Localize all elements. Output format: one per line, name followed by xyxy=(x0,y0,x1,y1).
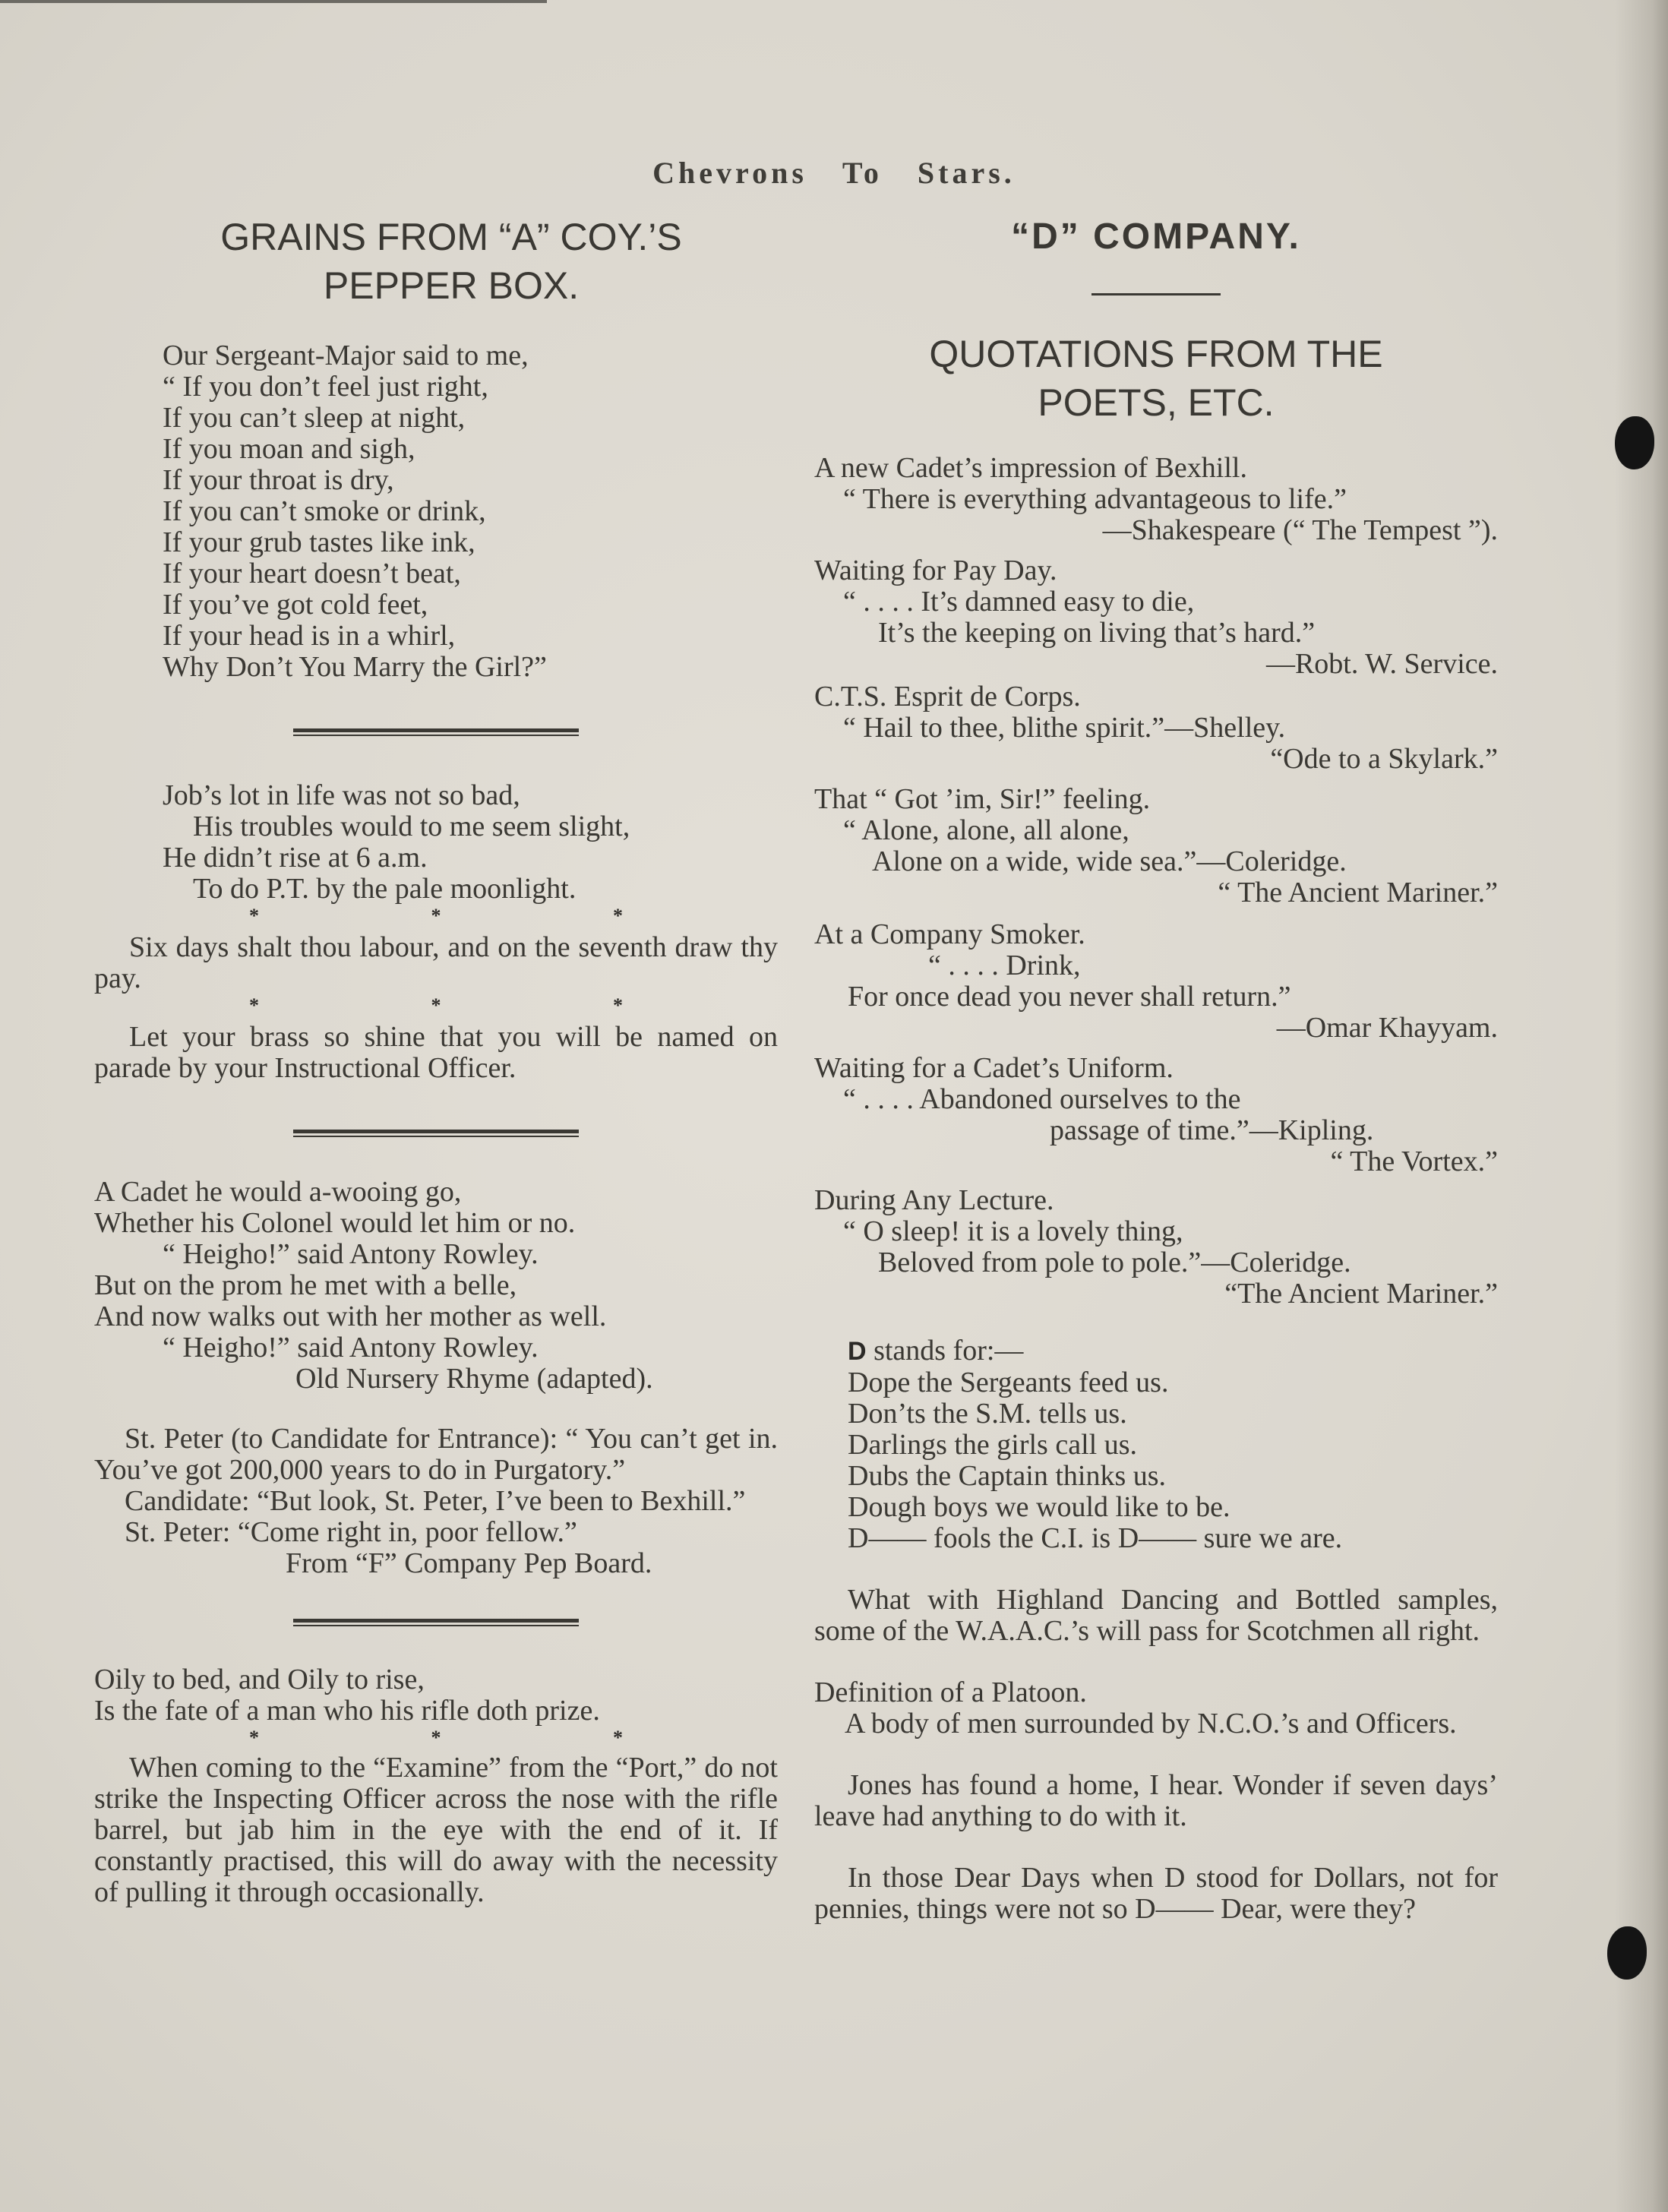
poem-line: “ If you don’t feel just right, xyxy=(163,371,488,403)
star-separator: * * * xyxy=(249,905,706,927)
quotations-heading xyxy=(814,330,1498,427)
sergeant-poem xyxy=(163,340,778,683)
quote-esprit xyxy=(814,681,1498,775)
quote-line: “ . . . . Abandoned ourselves to the xyxy=(843,1083,1241,1115)
oily-verse xyxy=(94,1664,778,1727)
platoon-text: A body of men surrounded by N.C.O.’s and Officers. xyxy=(845,1708,1457,1740)
poem-line: If your throat is dry, xyxy=(163,464,394,496)
candidate-text: Candidate: “But look, St. Peter, I’ve been to Bexhill.” xyxy=(125,1485,746,1517)
quote-line: “ Hail to thee, blithe spirit.”—Shelley. xyxy=(843,712,1286,744)
quote-line: “ . . . . It’s damned easy to die, xyxy=(843,586,1195,618)
right-column xyxy=(814,213,1498,1925)
verse-line: His troubles would to me seem slight, xyxy=(193,811,630,842)
dollars-text: In those Dear Days when D stood for Dollars, not for pennies, things were not so D—— Dear, were they? xyxy=(814,1862,1498,1925)
left-title xyxy=(125,213,778,310)
d-stands-for xyxy=(848,1335,1498,1554)
punch-hole xyxy=(1607,1926,1647,1980)
verse-line: “ Heigho!” said Antony Rowley. xyxy=(163,1238,539,1270)
quote-heading: A new Cadet’s impression of Bexhill. xyxy=(814,452,1247,484)
d-intro: stands for:— xyxy=(873,1335,1024,1367)
quote-line: “ There is everything advantageous to life.” xyxy=(843,483,1347,515)
company-heading: “D” COMPANY. xyxy=(1011,216,1301,257)
quote-line: For once dead you never shall return.” xyxy=(848,981,1291,1013)
quote-uniform xyxy=(814,1053,1498,1177)
page-edge-shadow xyxy=(1615,0,1668,2212)
quote-attribution: —Shakespeare (“ The Tempest ”). xyxy=(1102,514,1498,546)
verse-line: Whether his Colonel would let him or no. xyxy=(94,1207,576,1239)
poem-line: Our Sergeant-Major said to me, xyxy=(163,340,529,371)
d-list-item: Dope the Sergeants feed us. xyxy=(848,1367,1169,1398)
wooing-verse xyxy=(94,1177,778,1395)
running-head-word: To xyxy=(842,156,883,190)
verse-line: But on the prom he met with a belle, xyxy=(94,1269,517,1301)
examine-text: When coming to the “Examine” from the “Port,” do not strike the Inspecting Officer across the nose with the rifle barrel, but jab him in the eye with the end of it. If constantly practised, this will do away with the necessity of pulling it through occasionally. xyxy=(94,1752,778,1908)
quote-line: “ . . . . Drink, xyxy=(928,950,1081,981)
poem-line: If your heart doesn’t beat, xyxy=(163,558,461,589)
verse-line: Job’s lot in life was not so bad, xyxy=(163,779,520,811)
left-column xyxy=(94,213,778,1908)
left-title-line: GRAINS FROM “A” COY.’S xyxy=(220,216,682,258)
d-list-item: Dubs the Captain thinks us. xyxy=(848,1460,1167,1492)
quote-heading: Waiting for Pay Day. xyxy=(814,555,1057,586)
quote-attribution: “Ode to a Skylark.” xyxy=(1270,743,1498,775)
quote-attribution: “ The Ancient Mariner.” xyxy=(1218,877,1498,908)
short-rule xyxy=(1091,293,1221,298)
verse-line: He didn’t rise at 6 a.m. xyxy=(163,842,428,874)
quote-lecture xyxy=(814,1185,1498,1310)
star-separator: * * * xyxy=(249,994,706,1016)
d-list-item: D—— fools the C.I. is D—— sure we are. xyxy=(848,1522,1343,1554)
poem-line: If your head is in a whirl, xyxy=(163,620,456,652)
verse-line: Oily to bed, and Oily to rise, xyxy=(94,1664,425,1695)
section-rule xyxy=(293,1130,579,1137)
st-peter-text: St. Peter (to Candidate for Entrance): “ You can’t get in. You’ve got 200,000 years to do in Purgatory.” xyxy=(94,1423,778,1486)
quote-heading: C.T.S. Esprit de Corps. xyxy=(814,681,1081,713)
quote-heading: Waiting for a Cadet’s Uniform. xyxy=(814,1052,1174,1084)
jones-text: Jones has found a home, I hear. Wonder if seven days’ leave had anything to do with it. xyxy=(814,1769,1498,1832)
verse-line: Is the fate of a man who his rifle doth prize. xyxy=(94,1695,600,1727)
running-head xyxy=(0,155,1668,191)
section-rule xyxy=(293,1619,579,1626)
running-head-word: Stars. xyxy=(917,156,1016,190)
verse-line: And now walks out with her mother as well. xyxy=(94,1300,607,1332)
poem-line: If you can’t sleep at night, xyxy=(163,402,466,434)
quote-smoker xyxy=(814,919,1498,1044)
quote-heading: At a Company Smoker. xyxy=(814,918,1085,950)
quote-line: Alone on a wide, wide sea.”—Coleridge. xyxy=(872,845,1347,877)
quote-pay-day xyxy=(814,555,1498,680)
verse-line: “ Heigho!” said Antony Rowley. xyxy=(163,1332,539,1364)
quote-attribution: —Robt. W. Service. xyxy=(1265,648,1498,680)
quote-bexhill xyxy=(814,453,1498,546)
six-days-text: Six days shalt thou labour, and on the seventh draw thy pay. xyxy=(94,931,778,994)
d-intro-line xyxy=(848,1335,1498,1367)
quote-attribution: —Omar Khayyam. xyxy=(1276,1012,1498,1044)
brass-text: Let your brass so shine that you will be named on parade by your Instructional Officer. xyxy=(94,1021,778,1084)
verse-line: A Cadet he would a-wooing go, xyxy=(94,1176,462,1208)
running-head-word: Chevrons xyxy=(652,156,807,190)
d-letter: D xyxy=(848,1337,867,1366)
quote-got-im xyxy=(814,784,1498,908)
quote-heading: During Any Lecture. xyxy=(814,1184,1054,1216)
quote-attribution: “ The Vortex.” xyxy=(1330,1146,1498,1177)
quote-line: “ Alone, alone, all alone, xyxy=(843,814,1129,846)
d-list-item: Darlings the girls call us. xyxy=(848,1429,1137,1461)
quote-line: Beloved from pole to pole.”—Coleridge. xyxy=(878,1247,1351,1278)
pep-board-attribution: From “F” Company Pep Board. xyxy=(286,1547,652,1579)
quote-line: passage of time.”—Kipling. xyxy=(1050,1114,1374,1146)
quotations-heading-line: POETS, ETC. xyxy=(1038,381,1275,424)
verse-attribution: Old Nursery Rhyme (adapted). xyxy=(295,1363,653,1395)
punch-hole xyxy=(1615,416,1654,469)
quote-line: It’s the keeping on living that’s hard.” xyxy=(878,617,1316,649)
page-edge-line xyxy=(0,0,547,3)
poem-line: If you moan and sigh, xyxy=(163,433,415,465)
star-separator: * * * xyxy=(249,1727,706,1749)
verse-line: To do P.T. by the pale moonlight. xyxy=(193,873,577,905)
st-peter-reply: St. Peter: “Come right in, poor fellow.” xyxy=(125,1516,577,1548)
highland-text: What with Highland Dancing and Bottled samples, some of the W.A.A.C.’s will pass for Scotchmen all right. xyxy=(814,1584,1498,1647)
quote-line: “ O sleep! it is a lovely thing, xyxy=(843,1215,1183,1247)
poem-line: If your grub tastes like ink, xyxy=(163,526,475,558)
quotations-heading-line: QUOTATIONS FROM THE xyxy=(929,333,1383,375)
d-list-item: Dough boys we would like to be. xyxy=(848,1491,1230,1523)
left-title-line: PEPPER BOX. xyxy=(323,264,580,307)
poem-line: If you’ve got cold feet, xyxy=(163,589,428,621)
section-rule xyxy=(293,728,579,736)
poem-line: If you can’t smoke or drink, xyxy=(163,495,486,527)
platoon-heading: Definition of a Platoon. xyxy=(814,1676,1087,1708)
poem-line: Why Don’t You Marry the Girl?” xyxy=(163,651,547,683)
d-list-item: Don’ts the S.M. tells us. xyxy=(848,1398,1127,1430)
quote-heading: That “ Got ’im, Sir!” feeling. xyxy=(814,783,1151,815)
quote-attribution: “The Ancient Mariner.” xyxy=(1224,1278,1498,1310)
job-verse xyxy=(163,780,778,905)
